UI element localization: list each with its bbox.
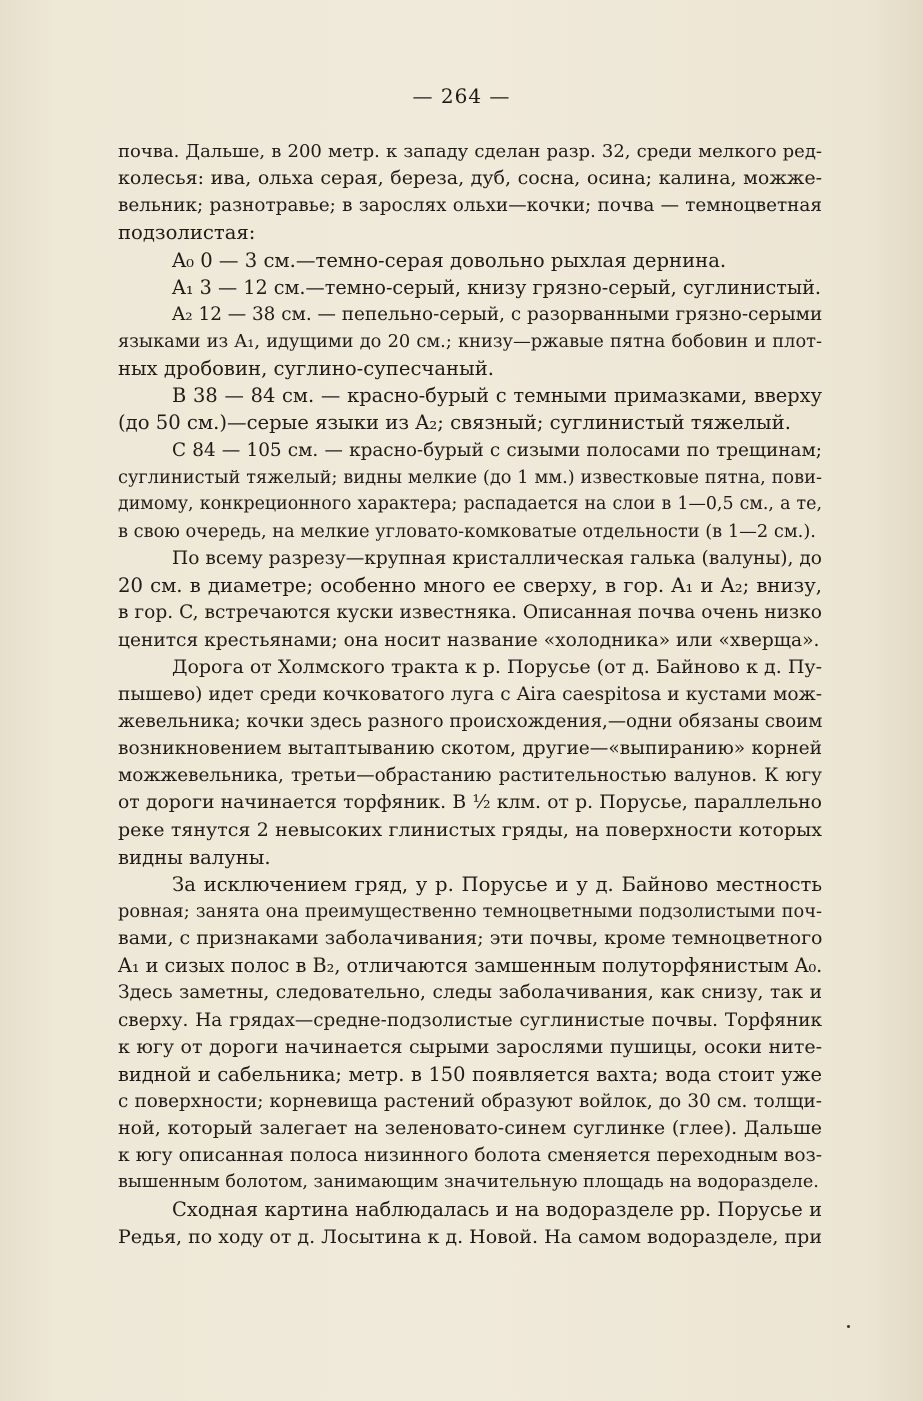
text-line: подзолистая:	[118, 221, 256, 245]
text-line: Редья, по ходу от д. Лосытина к д. Новой. На самом водоразделе, при	[118, 1225, 822, 1248]
body-text	[118, 138, 822, 1251]
text-line: (до 50 см.)—серые языки из A₂; связный; суглинистый тяжелый.	[118, 411, 791, 435]
text-line: B 38 — 84 см. — красно-бурый с темными примазками, вверху	[172, 384, 822, 408]
text-line: жевельника; кочки здесь разного происхождения,—одни обязаны своим	[118, 710, 823, 732]
text-line: видной и сабельника; метр. в 150 появляется вахта; вода стоит уже	[118, 1062, 822, 1086]
text-line: ных дробовин, суглино-супесчаный.	[118, 357, 494, 381]
text-line: ной, который залегает на зеленовато-синем суглинке (глее). Дальше	[118, 1117, 822, 1140]
text-line: в свою очередь, на мелкие угловато-комковатые отдельности (в 1—2 см.).	[118, 520, 816, 542]
text-line: от дороги начинается торфяник. В ½ клм. от р. Порусье, параллельно	[118, 792, 822, 814]
page-number: — 264 —	[412, 84, 511, 108]
text-line: За исключением гряд, у р. Порусье и у д. Байново местность	[172, 872, 822, 896]
text-line: A₁ и сизых полос в B₂, отличаются замшенным полуторфянистым A₀.	[118, 954, 823, 978]
text-line: A₁ 3 — 12 см.—темно-серый, книзу грязно-серый, суглинистый.	[172, 275, 822, 299]
ink-speck	[847, 1325, 850, 1328]
text-line: По всему разрезу—крупная кристаллическая галька (валуны), до	[172, 548, 822, 570]
text-line: видны валуны.	[118, 845, 271, 869]
text-line: колесья: ива, ольха серая, береза, дуб, сосна, осина; калина, можже-	[118, 167, 822, 190]
text-line: вышенным болотом, занимающим значительную площадь на водоразделе.	[118, 1172, 819, 1193]
text-line: ценится крестьянами; она носит название «холодника» или «хверща».	[118, 629, 820, 651]
text-line: сверху. На грядах—средне-подзолистые суглинистые почвы. Торфяник	[118, 1009, 822, 1031]
text-line: пышево) идет среди кочковатого луга с Aira caespitosa и кустами мож-	[118, 683, 822, 705]
text-line: 20 см. в диаметре; особенно много ее сверху, в гор. A₁ и A₂; внизу,	[118, 574, 822, 598]
text-line: димому, конкреционного характера; распадается на слои в 1—0,5 см., а те,	[118, 493, 822, 514]
text-line: ровная; занята она преимущественно темноцветными подзолистыми поч-	[118, 900, 822, 922]
text-line: вами, с признаками заболачивания; эти почвы, кроме темноцветного	[118, 927, 823, 950]
text-line: с поверхности; корневища растений образуют войлок, до 30 см. толщи-	[118, 1090, 822, 1112]
text-line: Здесь заметны, следовательно, следы заболачивания, как снизу, так и	[118, 982, 822, 1004]
text-line: реке тянутся 2 невысоких глинистых гряды, на поверхности которых	[118, 818, 822, 841]
text-line: к югу описанная полоса низинного болота сменяется переходным воз-	[118, 1145, 822, 1167]
text-line: в гор. C, встречаются куски известняка. Описанная почва очень низко	[118, 602, 822, 624]
text-line: Сходная картина наблюдалась и на водоразделе рр. Порусье и	[172, 1198, 822, 1222]
text-line: почва. Дальше, в 200 метр. к западу сделан разр. 32, среди мелкого ред-	[118, 141, 822, 162]
text-line: к югу от дороги начинается сырыми зарослями пушицы, осоки ните-	[118, 1035, 822, 1058]
text-line: A₂ 12 — 38 см. — пепельно-серый, с разорванными грязно-серыми	[172, 303, 823, 325]
text-line: A₀ 0 — 3 см.—темно-серая довольно рыхлая дернина.	[172, 248, 727, 272]
text-line: Дорога от Холмского тракта к р. Порусье (от д. Байново к д. Пу-	[172, 655, 822, 678]
text-line: можжевельника, третьи—обрастанию растительностью валунов. К югу	[118, 765, 822, 787]
text-line: возникновением вытаптыванию скотом, другие—«выпиранию» корней	[118, 738, 822, 760]
text-line: суглинистый тяжелый; видны мелкие (до 1 мм.) известковые пятна, пови-	[118, 466, 822, 488]
text-line: языками из A₁, идущими до 20 см.; книзу—ржавые пятна бобовин и плот-	[118, 330, 822, 352]
text-line: вельник; разнотравье; в зарослях ольхи—кочки; почва — темноцветная	[118, 195, 822, 217]
text-line: C 84 — 105 см. — красно-бурый с сизыми полосами по трещинам;	[172, 439, 822, 461]
